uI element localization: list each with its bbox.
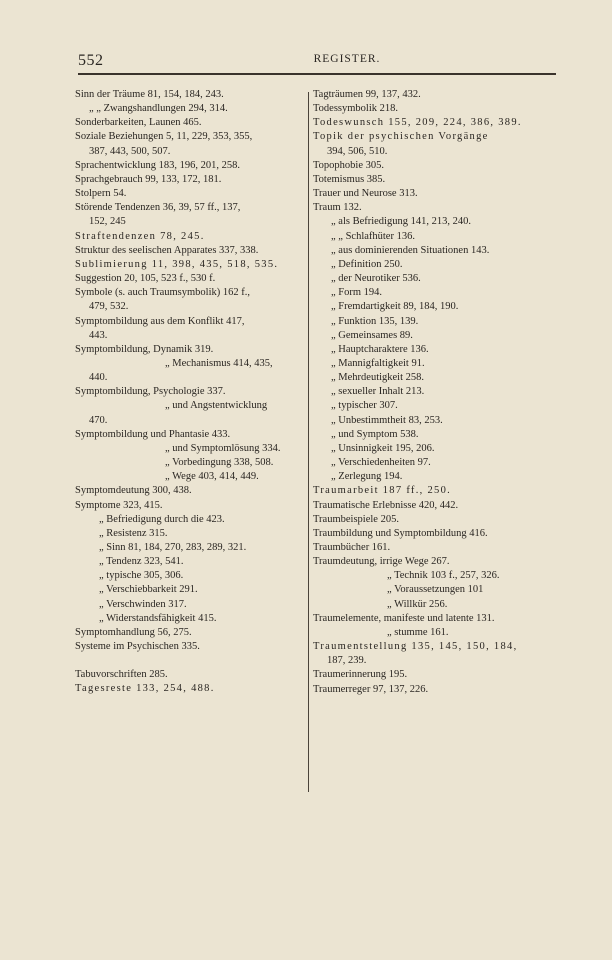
index-entry: Sprachentwicklung 183, 196, 201, 258. bbox=[75, 159, 241, 171]
index-entry: Traumerinnerung 195. bbox=[313, 669, 408, 681]
page-number: 552 bbox=[78, 52, 104, 69]
index-entry: „ Form 194. bbox=[331, 287, 383, 299]
index-entry: Tagträumen 99, 137, 432. bbox=[313, 89, 421, 100]
index-entry: „ Mehrdeutigkeit 258. bbox=[331, 372, 425, 384]
index-entry: Stolpern 54. bbox=[75, 188, 127, 200]
index-entry: Sublimierung 11, 398, 435, 518, 535. bbox=[75, 258, 279, 270]
index-entry: „ Unsinnigkeit 195, 206. bbox=[331, 442, 435, 454]
index-entry: „ und Symptom 538. bbox=[331, 428, 419, 440]
index-entry: Sonderbarkeiten, Launen 465. bbox=[75, 117, 202, 129]
index-entry: 470. bbox=[89, 414, 108, 426]
index-entry: Traumatische Erlebnisse 420, 442. bbox=[313, 499, 459, 511]
page-header bbox=[78, 52, 556, 72]
index-entry: Störende Tendenzen 36, 39, 57 ff., 137, bbox=[75, 202, 241, 214]
index-entry: Symptombildung aus dem Konflikt 417, bbox=[75, 315, 245, 327]
index-entry: Soziale Beziehungen 5, 11, 229, 353, 355, bbox=[75, 131, 253, 143]
index-entry: Traumbeispiele 205. bbox=[313, 513, 399, 525]
index-entry: Sprachgebrauch 99, 133, 172, 181. bbox=[75, 173, 222, 185]
index-entry: 443. bbox=[89, 329, 108, 341]
index-entry: „ Zerlegung 194. bbox=[331, 471, 403, 483]
index-entry: Traumdeutung, irrige Wege 267. bbox=[313, 556, 450, 568]
index-entry: „ Resistenz 315. bbox=[99, 527, 168, 539]
index-entry: „ Verschiebbarkeit 291. bbox=[99, 584, 198, 596]
index-entry: „ und Symptomlösung 334. bbox=[165, 442, 281, 454]
header-rule bbox=[78, 73, 556, 75]
index-entry: Todeswunsch 155, 209, 224, 386, 389. bbox=[313, 117, 522, 129]
index-entry: „ und Angstentwicklung bbox=[165, 400, 268, 412]
running-head: REGISTER. bbox=[313, 53, 381, 65]
index-entry: „ Verschiedenheiten 97. bbox=[331, 457, 431, 469]
index-entry: „ Wege 403, 414, 449. bbox=[165, 471, 259, 483]
index-entry: „ typische 305, 306. bbox=[99, 570, 184, 582]
index-entry: „ Widerstandsfähigkeit 415. bbox=[99, 612, 217, 624]
index-entry: Todessymbolik 218. bbox=[313, 103, 399, 115]
index-entry: Totemismus 385. bbox=[313, 173, 386, 185]
index-entry: „ aus dominierenden Situationen 143. bbox=[331, 244, 490, 256]
index-column-left bbox=[75, 88, 313, 697]
index-entry: Traumarbeit 187 ff., 250. bbox=[313, 485, 452, 497]
index-entry: Traum 132. bbox=[313, 202, 362, 214]
index-entry: 440. bbox=[89, 372, 108, 384]
index-entry: „ Technik 103 f., 257, 326. bbox=[387, 570, 500, 582]
index-entry: „ typischer 307. bbox=[331, 400, 398, 412]
index-entry: Symptombildung, Psychologie 337. bbox=[75, 386, 226, 398]
index-entry: „ Mannigfaltigkeit 91. bbox=[331, 357, 425, 369]
index-column-right bbox=[313, 88, 557, 697]
index-entry: Symptombildung und Phantasie 433. bbox=[75, 428, 231, 440]
index-entry: „ Voraussetzungen 101 bbox=[387, 584, 484, 596]
index-entry: „ Verschwinden 317. bbox=[99, 598, 187, 610]
index-entry: Symptomhandlung 56, 275. bbox=[75, 626, 192, 638]
index-entry: Traumbildung und Symptombildung 416. bbox=[313, 527, 488, 539]
index-entry: Traumerreger 97, 137, 226. bbox=[313, 683, 429, 695]
index-entry: Tabuvorschriften 285. bbox=[75, 669, 168, 681]
index-entry: „ Fremdartigkeit 89, 184, 190. bbox=[331, 301, 459, 313]
index-entry: Systeme im Psychischen 335. bbox=[75, 641, 200, 653]
index-entry: Traumentstellung 135, 145, 150, 184, bbox=[313, 641, 518, 653]
index-entry: „ Definition 250. bbox=[331, 258, 403, 270]
index-entry: 387, 443, 500, 507. bbox=[89, 145, 171, 157]
index-entry: „ als Befriedigung 141, 213, 240. bbox=[331, 216, 471, 228]
index-entry: „ „ Schlafhüter 136. bbox=[331, 230, 415, 242]
index-entry: „ der Neurotiker 536. bbox=[331, 273, 421, 285]
index-entry: „ sexueller Inhalt 213. bbox=[331, 386, 425, 398]
index-entry: „ Unbestimmtheit 83, 253. bbox=[331, 414, 443, 426]
index-entry: 152, 245 bbox=[89, 216, 126, 228]
column-divider bbox=[308, 92, 309, 792]
index-entry: „ Tendenz 323, 541. bbox=[99, 556, 184, 568]
index-entry: 187, 239. bbox=[327, 655, 367, 667]
index-entry: Sinn der Träume 81, 154, 184, 243. bbox=[75, 89, 224, 100]
index-entry: „ Hauptcharaktere 136. bbox=[331, 343, 429, 355]
index-entry: Straftendenzen 78, 245. bbox=[75, 230, 205, 242]
index-entry: Struktur des seelischen Apparates 337, 338. bbox=[75, 244, 259, 256]
index-entry: 394, 506, 510. bbox=[327, 145, 388, 157]
index-entry: Topophobie 305. bbox=[313, 159, 385, 171]
index-entry: „ Mechanismus 414, 435, bbox=[165, 357, 273, 369]
index-entry: Symptome 323, 415. bbox=[75, 499, 163, 511]
index-entry: „ Sinn 81, 184, 270, 283, 289, 321. bbox=[99, 542, 247, 553]
index-entry: Tagesreste 133, 254, 488. bbox=[75, 683, 215, 695]
index-entry: 479, 532. bbox=[89, 301, 129, 313]
index-entry: Symptombildung, Dynamik 319. bbox=[75, 343, 214, 355]
index-entry: „ stumme 161. bbox=[387, 626, 449, 638]
index-entry: Symbole (s. auch Traumsymbolik) 162 f., bbox=[75, 287, 250, 299]
index-entry: Traumbücher 161. bbox=[313, 542, 391, 553]
index-entry: „ Vorbedingung 338, 508. bbox=[165, 457, 274, 469]
index-entry: Symptomdeutung 300, 438. bbox=[75, 485, 192, 497]
index-entry: „ Befriedigung durch die 423. bbox=[99, 513, 225, 525]
index-entry: Topik der psychischen Vorgänge bbox=[313, 131, 489, 143]
index-entry: „ Funktion 135, 139. bbox=[331, 315, 419, 327]
index-entry: Suggestion 20, 105, 523 f., 530 f. bbox=[75, 273, 216, 285]
index-entry: Traumelemente, manifeste und latente 131. bbox=[313, 612, 495, 624]
index-entry: „ „ Zwangshandlungen 294, 314. bbox=[89, 103, 228, 115]
index-entry: Trauer und Neurose 313. bbox=[313, 188, 418, 200]
index-entry: „ Gemeinsames 89. bbox=[331, 329, 413, 341]
index-entry: „ Willkür 256. bbox=[387, 598, 448, 610]
